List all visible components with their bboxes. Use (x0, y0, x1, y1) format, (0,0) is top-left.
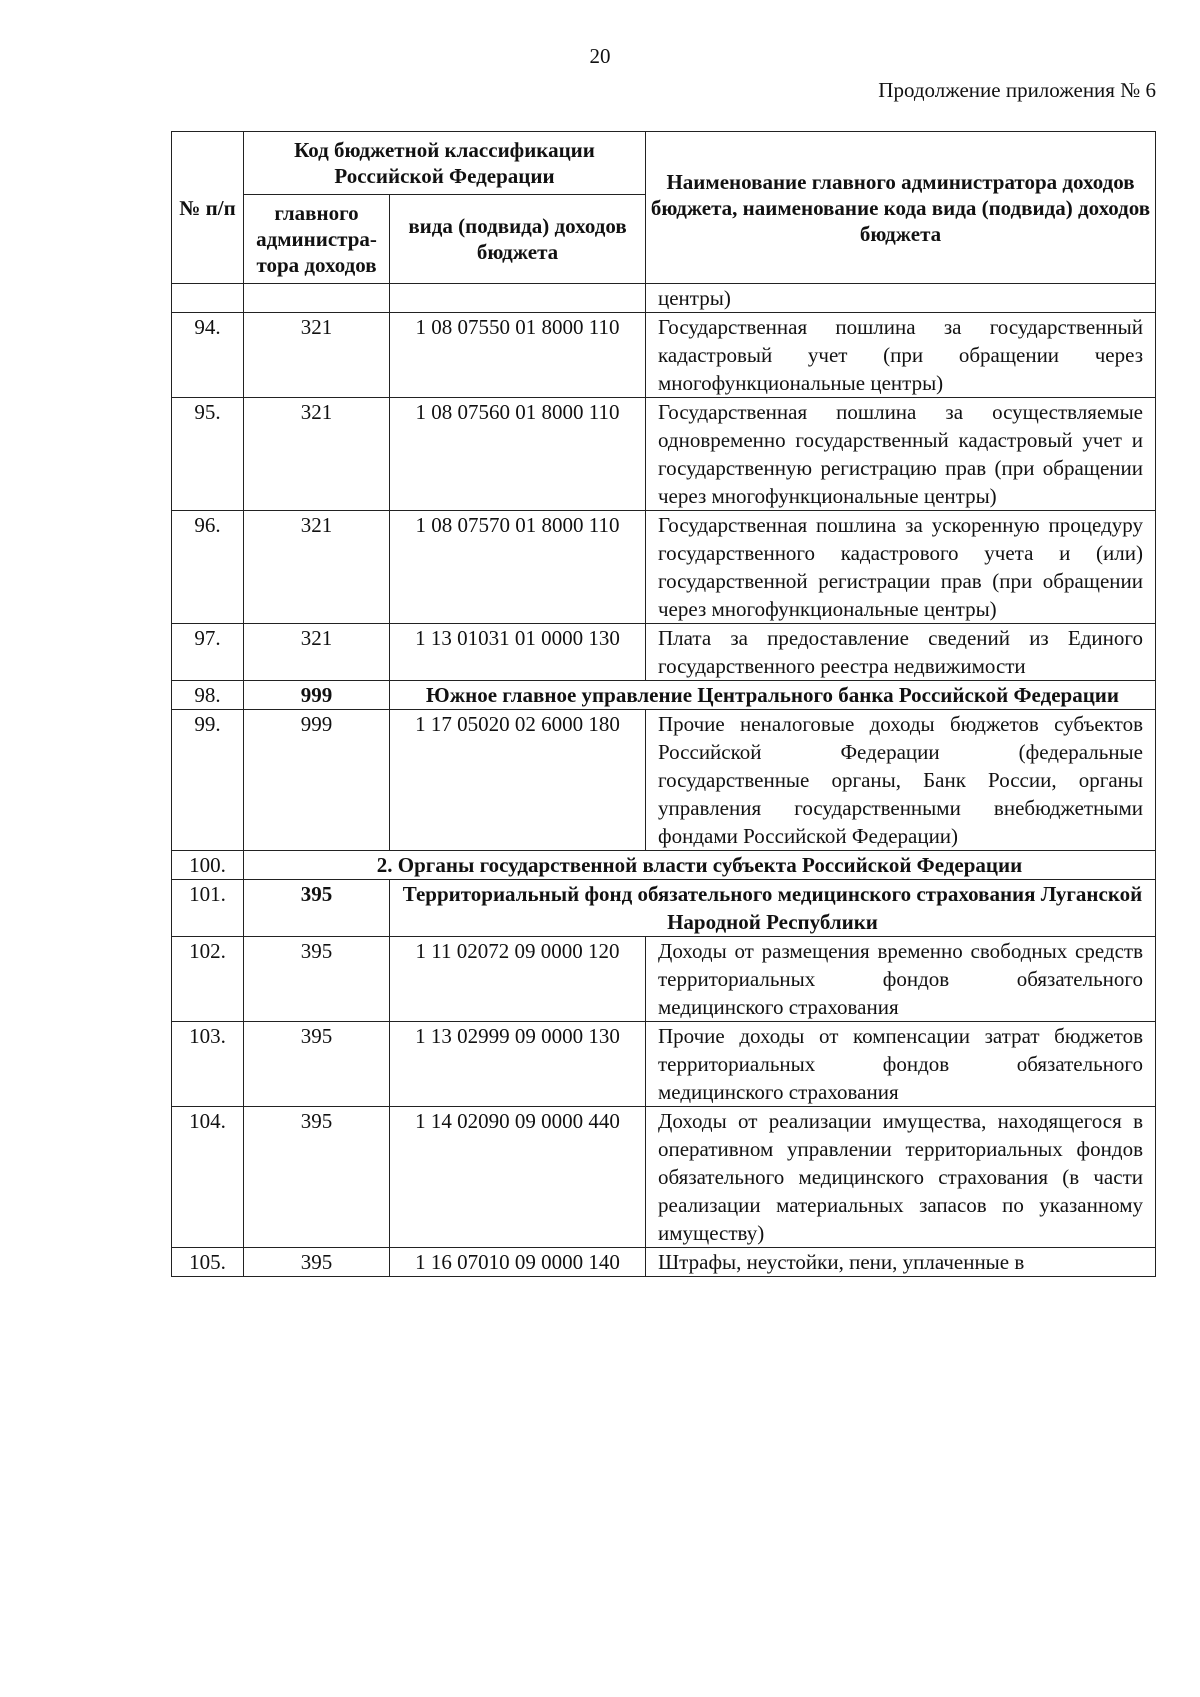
row-number-cell (172, 284, 244, 313)
row-name-cell: Прочие доходы от компенсации затрат бюджетов территориальных фондов обязательного медицинского страхования (646, 1022, 1156, 1107)
row-code-cell: 1 13 02999 09 0000 130 (390, 1022, 646, 1107)
header-row-1 (172, 132, 1156, 195)
table-row (172, 511, 1156, 624)
table-row (172, 851, 1156, 880)
table-row-carry-over (172, 284, 1156, 313)
row-admin-cell: 395 (244, 1107, 390, 1248)
table-row (172, 624, 1156, 681)
section-heading-cell: 2. Органы государственной власти субъекта Российской Федерации (244, 851, 1156, 880)
row-admin-cell: 395 (244, 1248, 390, 1277)
row-code-cell: 1 08 07550 01 8000 110 (390, 313, 646, 398)
header-kbk-group: Код бюджетной классификации Российской Федерации (244, 132, 646, 195)
row-number-cell: 99. (172, 710, 244, 851)
row-number-cell: 103. (172, 1022, 244, 1107)
row-number-cell: 98. (172, 681, 244, 710)
row-name-cell: Государственная пошлина за осуществляемые одновременно государственный кадастровый учет и государственную регистрацию прав (при обращении через многофункциональные центры) (646, 398, 1156, 511)
table-row (172, 681, 1156, 710)
header-administrator-name: Наименование главного администратора доходов бюджета, наименование кода вида (подвида) доходов бюджета (646, 132, 1156, 284)
row-number-cell: 100. (172, 851, 244, 880)
header-number: № п/п (172, 132, 244, 284)
row-name-cell: Прочие неналоговые доходы бюджетов субъектов Российской Федерации (федеральные государственные органы, Банк России, органы управления государственными внебюджетными фондами Российской Федерации) (646, 710, 1156, 851)
row-name-cell: Доходы от реализации имущества, находящегося в оперативном управлении территориальных фондов обязательного медицинского страхования (в части реализации материальных запасов по указанному имуществу) (646, 1107, 1156, 1248)
table-row (172, 313, 1156, 398)
budget-codes-table (171, 131, 1156, 1277)
table-row (172, 937, 1156, 1022)
row-number-cell: 96. (172, 511, 244, 624)
row-name-cell: Государственная пошлина за ускоренную процедуру государственного кадастрового учета и (или) государственной регистрации прав (при обращении через многофункциональные центры) (646, 511, 1156, 624)
row-code-cell: 1 11 02072 09 0000 120 (390, 937, 646, 1022)
table-row (172, 1022, 1156, 1107)
row-number-cell: 105. (172, 1248, 244, 1277)
header-admin-code: главного администра-тора доходов (244, 195, 390, 284)
row-code-cell: 1 16 07010 09 0000 140 (390, 1248, 646, 1277)
row-name-cell: Доходы от размещения временно свободных средств территориальных фондов обязательного медицинского страхования (646, 937, 1156, 1022)
administrator-title-cell: Территориальный фонд обязательного медицинского страхования Луганской Народной Республики (390, 880, 1156, 937)
row-admin-cell (244, 284, 390, 313)
row-number-cell: 102. (172, 937, 244, 1022)
administrator-title-cell: Южное главное управление Центрального банка Российской Федерации (390, 681, 1156, 710)
row-admin-cell: 321 (244, 624, 390, 681)
table-body (172, 284, 1156, 1277)
row-code-cell: 1 08 07560 01 8000 110 (390, 398, 646, 511)
row-number-cell: 94. (172, 313, 244, 398)
row-name-cell: Государственная пошлина за государственный кадастровый учет (при обращении через многофункциональные центры) (646, 313, 1156, 398)
row-admin-cell: 321 (244, 511, 390, 624)
row-admin-cell: 395 (244, 1022, 390, 1107)
row-code-cell (390, 284, 646, 313)
table-row (172, 710, 1156, 851)
row-number-cell: 104. (172, 1107, 244, 1248)
row-number-cell: 95. (172, 398, 244, 511)
table-row (172, 880, 1156, 937)
appendix-continuation: Продолжение приложения № 6 (878, 78, 1156, 102)
row-admin-cell: 395 (244, 937, 390, 1022)
table-row (172, 1107, 1156, 1248)
table-row (172, 1248, 1156, 1277)
row-admin-cell: 999 (244, 710, 390, 851)
row-admin-cell: 999 (244, 681, 390, 710)
row-number-cell: 101. (172, 880, 244, 937)
row-admin-cell: 321 (244, 398, 390, 511)
row-code-cell: 1 17 05020 02 6000 180 (390, 710, 646, 851)
row-code-cell: 1 14 02090 09 0000 440 (390, 1107, 646, 1248)
row-code-cell: 1 08 07570 01 8000 110 (390, 511, 646, 624)
row-name-cell: Штрафы, неустойки, пени, уплаченные в (646, 1248, 1156, 1277)
row-name-cell: Плата за предоставление сведений из Единого государственного реестра недвижимости (646, 624, 1156, 681)
table-row (172, 398, 1156, 511)
row-code-cell: 1 13 01031 01 0000 130 (390, 624, 646, 681)
row-admin-cell: 321 (244, 313, 390, 398)
row-admin-cell: 395 (244, 880, 390, 937)
page-number: 20 (589, 44, 611, 68)
row-number-cell: 97. (172, 624, 244, 681)
header-income-code: вида (подвида) доходов бюджета (390, 195, 646, 284)
row-name-cell: центры) (646, 284, 1156, 313)
